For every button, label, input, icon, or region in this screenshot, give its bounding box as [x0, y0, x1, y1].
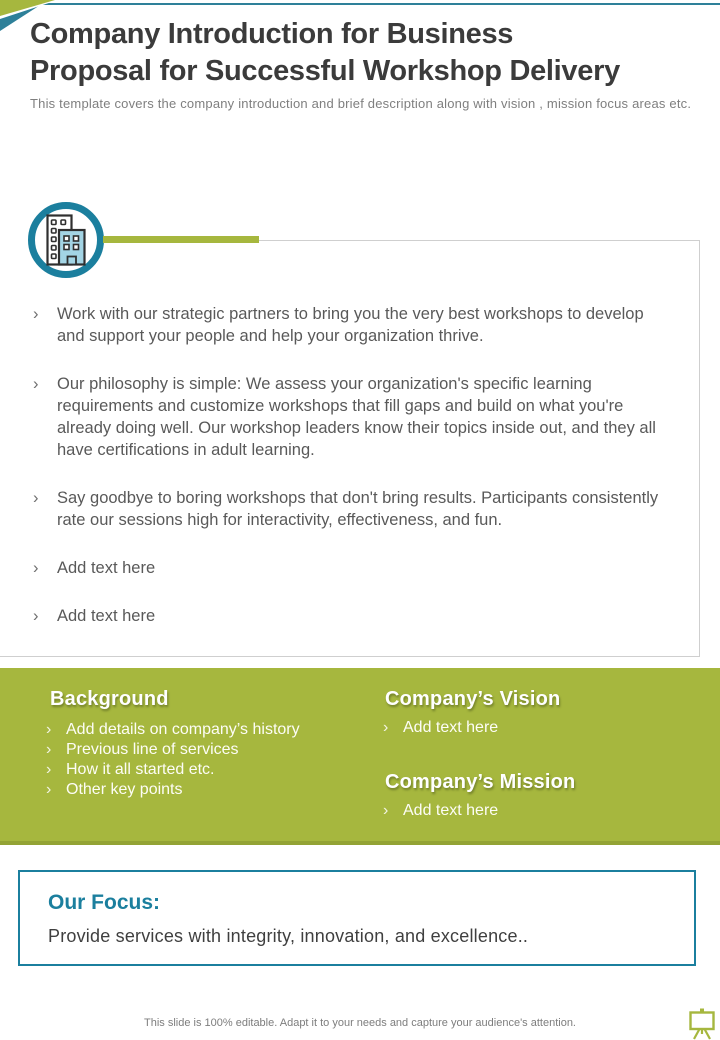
mission-heading: Company’s Mission: [385, 771, 576, 793]
intro-bullet-placeholder[interactable]: [33, 557, 665, 579]
footer-note: This slide is 100% editable. Adapt it to your needs and capture your audience's attention.: [144, 1017, 576, 1029]
intro-bullet-text: Say goodbye to boring workshops that don't bring results. Participants consistently rate our sessions high for interactivity, effectiveness, and fun.: [57, 489, 659, 529]
intro-bullet: [33, 303, 665, 347]
intro-bullet-placeholder[interactable]: [33, 605, 665, 627]
highlight-band: [0, 668, 720, 845]
easel-presentation-icon: [687, 1008, 717, 1040]
company-icon-badge: [28, 202, 104, 278]
mission-list: [383, 801, 683, 821]
accent-bar: [103, 236, 259, 243]
focus-heading: Our Focus:: [48, 891, 161, 914]
chevron-bullet-icon: ›: [46, 721, 52, 738]
intro-bullet-text: Work with our strategic partners to bring you the very best workshops to develop and support your people and help your organization thrive.: [57, 305, 644, 345]
vision-heading: Company’s Vision: [385, 688, 561, 710]
placeholder-text[interactable]: Add text here: [403, 719, 499, 736]
background-item: [46, 720, 366, 740]
intro-bullet: [33, 487, 665, 531]
chevron-bullet-icon: ›: [33, 375, 39, 393]
focus-panel: [18, 870, 696, 966]
intro-bullet-text: Our philosophy is simple: We assess your organization's specific learning requirements and customize workshops that fill gaps and build on what you're already doing well. Our workshop leaders know their topics inside out, and they all have certifications in adult learning.: [57, 375, 656, 459]
background-item-text: How it all started etc.: [66, 761, 215, 778]
background-item-text: Previous line of services: [66, 741, 239, 758]
background-item-text: Other key points: [66, 781, 183, 798]
chevron-bullet-icon: ›: [46, 761, 52, 778]
placeholder-text[interactable]: Add text here: [57, 559, 156, 577]
building-icon: [46, 214, 86, 266]
background-heading: Background: [50, 688, 169, 710]
background-item: [46, 780, 366, 800]
background-item: [46, 740, 366, 760]
background-item-text: Add details on company’s history: [66, 721, 300, 738]
vision-list: [383, 718, 683, 738]
intro-bullet: [33, 373, 665, 461]
placeholder-text[interactable]: Add text here: [57, 607, 156, 625]
chevron-bullet-icon: ›: [46, 781, 52, 798]
slide-title: [30, 16, 710, 90]
chevron-bullet-icon: ›: [33, 489, 39, 507]
background-list: [46, 720, 366, 800]
slide-title-line1: Company Introduction for Business: [30, 18, 514, 50]
placeholder-text[interactable]: Add text here: [403, 802, 499, 819]
vision-placeholder[interactable]: [383, 718, 683, 738]
chevron-bullet-icon: ›: [33, 607, 39, 625]
chevron-bullet-icon: ›: [33, 305, 39, 323]
intro-bullet-list: [33, 303, 665, 653]
slide-title-line2: Proposal for Successful Workshop Delivery: [30, 55, 620, 87]
border-cover: [0, 238, 28, 244]
focus-body: Provide services with integrity, innovation, and excellence..: [48, 926, 529, 946]
chevron-bullet-icon: ›: [383, 719, 389, 736]
mission-placeholder[interactable]: [383, 801, 683, 821]
background-item: [46, 760, 366, 780]
top-accent-line: [0, 3, 720, 5]
chevron-bullet-icon: ›: [33, 559, 39, 577]
slide-subtitle: This template covers the company introduction and brief description along with vision , mission focus areas etc.: [30, 96, 692, 111]
chevron-bullet-icon: ›: [46, 741, 52, 758]
chevron-bullet-icon: ›: [383, 802, 389, 819]
